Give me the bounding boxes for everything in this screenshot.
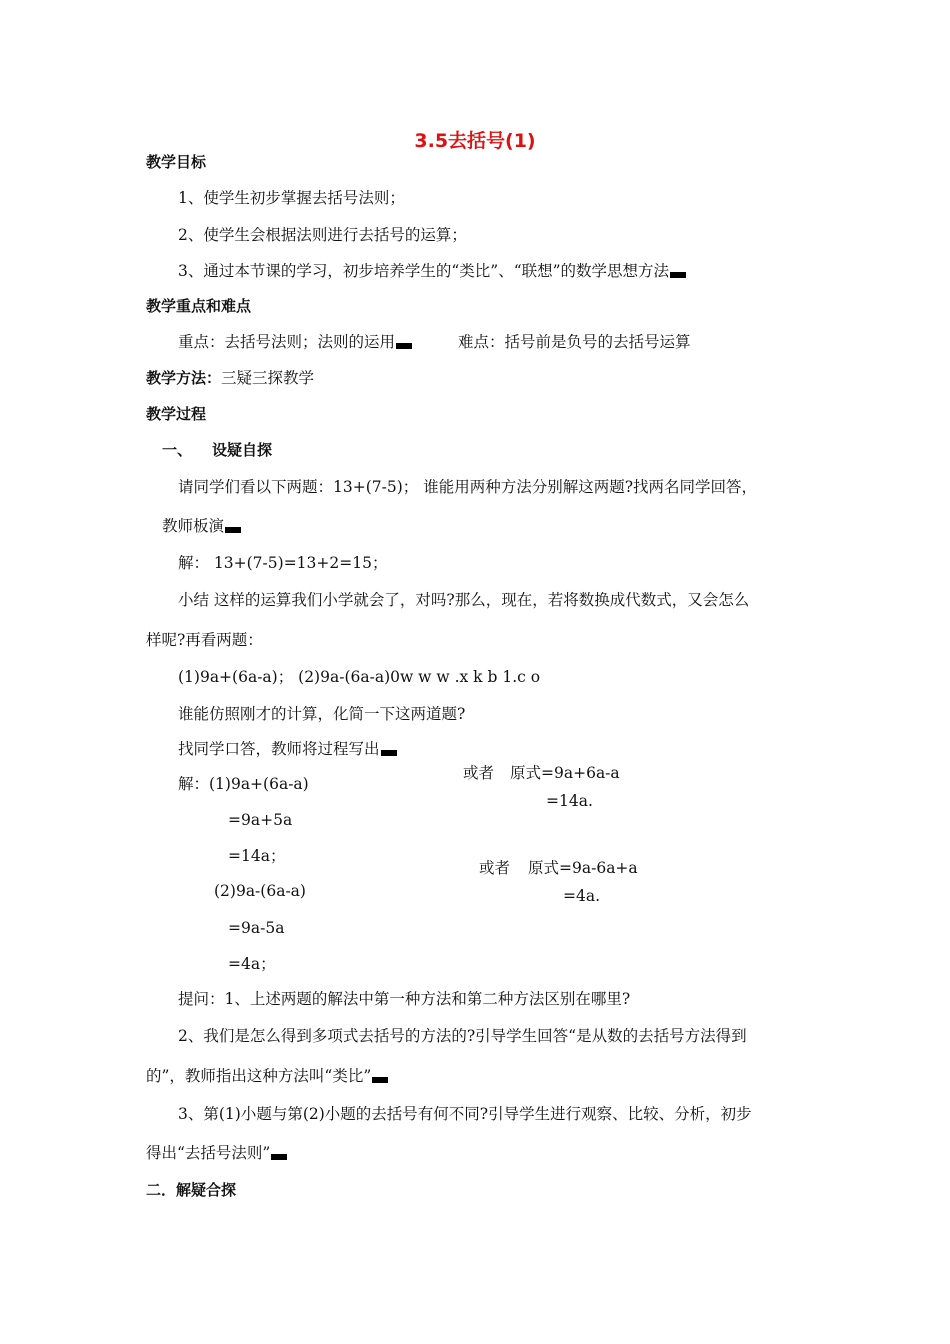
intro-line-1: 请同学们看以下两题：13+(7-5)； 谁能用两种方法分别解这两题?找两名同学回答， xyxy=(178,478,758,496)
problems-line: (1)9a+(6a-a)； (2)9a-(6a-a)0w w w .x k b 1.c o xyxy=(178,668,541,686)
paragraph-mark xyxy=(396,343,412,349)
alt1-line-1: 原式=9a+6a-a xyxy=(510,764,620,782)
solve-line: 解： 13+(7-5)=13+2=15； xyxy=(178,554,388,572)
summary-line-1: 小结 这样的运算我们小学就会了，对吗?那么，现在，若将数换成代数式，又会怎么 xyxy=(178,591,750,609)
goal-item-2: 2、使学生会根据法则进行去括号的运算； xyxy=(178,226,467,244)
paragraph-mark xyxy=(381,750,397,756)
alt2-label: 或者 xyxy=(479,859,511,877)
goal-item-3: 3、通过本节课的学习，初步培养学生的“类比”、“联想”的数学思想方法 xyxy=(178,261,686,281)
keypoints-heading: 教学重点和难点 xyxy=(146,297,252,315)
paragraph-mark xyxy=(372,1077,388,1083)
solution-a-line-2: =9a+5a xyxy=(228,811,293,829)
paragraph-mark xyxy=(670,272,686,278)
section1-title: 设疑自探 xyxy=(212,441,273,459)
solution-b-line-1: (2)9a-(6a-a) xyxy=(214,882,306,900)
alt2-line-2: =4a. xyxy=(563,887,601,905)
alt1-label: 或者 xyxy=(463,764,495,782)
section2-heading: 二．解疑合探 xyxy=(146,1181,237,1199)
question-1: 提问：1、上述两题的解法中第一种方法和第二种方法区别在哪里? xyxy=(178,990,631,1008)
question-3-line-1: 3、第(1)小题与第(2)小题的去括号有何不同?引导学生进行观察、比较、分析，初步 xyxy=(178,1105,752,1123)
solution-a-line-1: 解：(1)9a+(6a-a) xyxy=(178,775,309,793)
summary-line-2: 样呢?再看两题： xyxy=(146,631,263,649)
solution-b-line-2: =9a-5a xyxy=(228,919,285,937)
question-3-line-2: 得出“去括号法则” xyxy=(146,1143,287,1163)
process-heading: 教学过程 xyxy=(146,405,207,423)
question-2-line-2: 的”，教师指出这种方法叫“类比” xyxy=(146,1066,388,1086)
paragraph-mark xyxy=(271,1154,287,1160)
ask-line: 谁能仿照刚才的计算，化简一下这两道题? xyxy=(178,705,466,723)
oral-line: 找同学口答，教师将过程写出 xyxy=(178,739,397,759)
intro-line-2: 教师板演 xyxy=(162,516,241,536)
alt1-line-2: =14a. xyxy=(546,792,593,810)
paragraph-mark xyxy=(225,527,241,533)
section1-number: 一、 xyxy=(162,441,193,459)
keypoint-text: 重点：去括号法则；法则的运用 xyxy=(178,332,412,352)
method-line: 教学方法：三疑三探教学 xyxy=(146,369,315,387)
goals-heading: 教学目标 xyxy=(146,153,207,171)
page-title: 3.5去括号(1) xyxy=(414,130,536,152)
solution-b-line-3: =4a； xyxy=(228,955,276,973)
solution-a-line-3: =14a； xyxy=(228,847,286,865)
goal-item-1: 1、使学生初步掌握去括号法则； xyxy=(178,189,405,207)
question-2-line-1: 2、我们是怎么得到多项式去括号的方法的?引导学生回答“是从数的去括号方法得到 xyxy=(178,1027,747,1045)
difficulty-text: 难点：括号前是负号的去括号运算 xyxy=(458,333,691,351)
alt2-line-1: 原式=9a-6a+a xyxy=(528,859,638,877)
